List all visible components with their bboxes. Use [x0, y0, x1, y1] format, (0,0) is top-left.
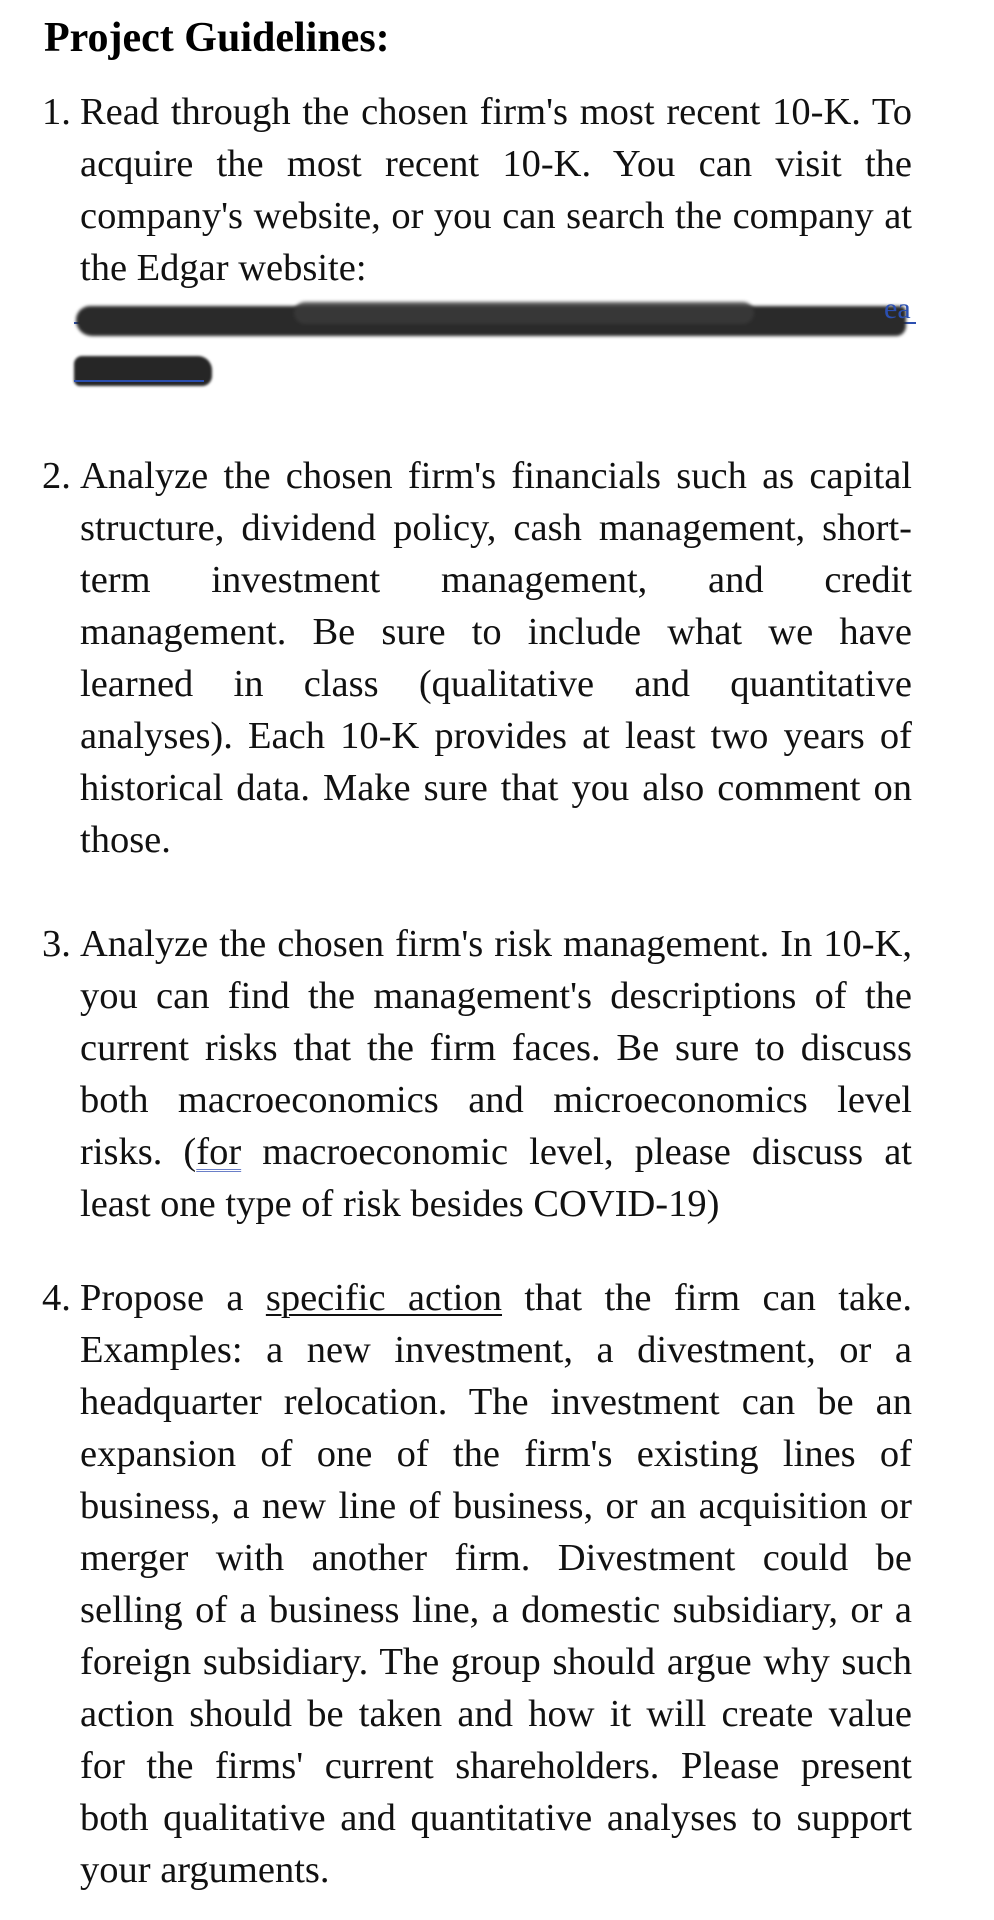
guideline-item-2: [42, 450, 912, 866]
item-text: Analyze the chosen firm's financials such as capital structure, dividend policy, cash management, short-term investment management, and credit management. Be sure to include what we have learned in class (qualitative and quantitative analyses). Each 10-K provides at least two years of historical data. Make sure that you also comment on those.: [80, 455, 912, 861]
redaction-scribble: [74, 356, 212, 386]
item-number: 3.: [42, 923, 71, 965]
item-number: 4.: [42, 1277, 71, 1319]
redacted-link: [74, 292, 920, 392]
guideline-item-1: [42, 86, 912, 294]
redaction-scribble: [294, 302, 754, 324]
link-tail-text: ea: [884, 292, 911, 325]
item-text: Read through the chosen firm's most recent 10-K. To acquire the most recent 10-K. You can visit the company's website, or you can search the company at the Edgar website:: [80, 91, 912, 289]
item-number: 1.: [42, 91, 71, 133]
item-text: Analyze the chosen firm's risk management. In 10-K, you can find the management's descriptions of the current risks that the firm faces. Be sure to discuss both macroeconomics and microeconomics level risks. (: [80, 923, 912, 1173]
link-underline: [74, 380, 204, 382]
spellcheck-marked-word: for: [196, 1131, 242, 1173]
underlined-phrase: specific action: [265, 1277, 502, 1319]
item-text: macroeconomic level, please discuss at least one type of risk besides COVID-19): [80, 1131, 912, 1225]
item-number: 2.: [42, 455, 71, 497]
guideline-item-3: [42, 918, 912, 1230]
item-text: Propose a: [80, 1277, 266, 1319]
page-title: Project Guidelines:: [44, 15, 390, 61]
item-text: that the firm can take. Examples: a new investment, a divestment, or a headquarter relocation. The investment can be an expansion of one of the firm's existing lines of business, a new line of business, or an acquisition or merger with another firm. Divestment could be selling of a business line, a domestic subsidiary, or a foreign subsidiary. The group should argue why such action should be taken and how it will create value for the firms' current shareholders. Please present both qualitative and quantitative analyses to support your arguments.: [80, 1277, 912, 1891]
guideline-item-4: [42, 1272, 912, 1896]
